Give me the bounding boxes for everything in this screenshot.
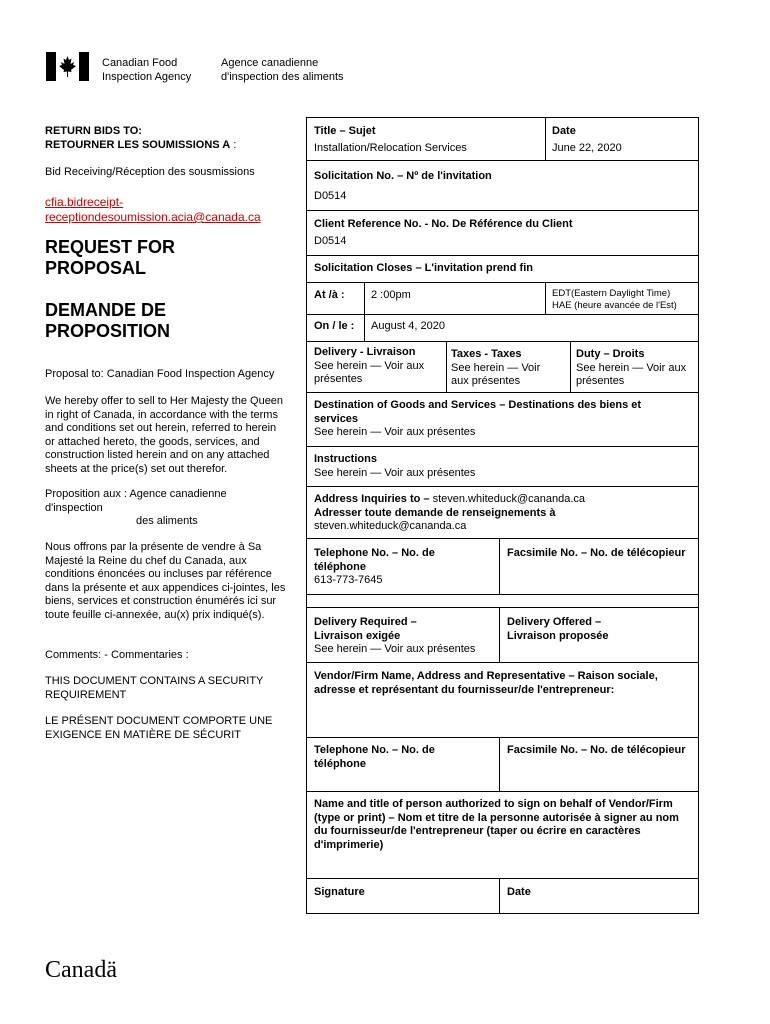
destination-label: Destination of Goods and Services – Destinations des biens et bbox=[314, 399, 642, 411]
telephone2-label-2: téléphone bbox=[314, 757, 366, 770]
timezone-en: EDT(Eastern Daylight Time) bbox=[552, 288, 671, 299]
title-label: Title – Sujet bbox=[314, 125, 376, 137]
offer-fr bbox=[45, 541, 300, 622]
rfp-title-2: PROPOSAL bbox=[45, 258, 147, 278]
offer-fr-line: toute feuille ci-annexée, au(x) prix indiqué(s). bbox=[45, 608, 265, 621]
offer-en-line: sheets at the price(s) set out therefor. bbox=[45, 462, 228, 475]
return-bids-heading: RETURN BIDS TO: bbox=[45, 125, 142, 137]
offer-en-line: We hereby offer to sell to Her Majesty the Queen bbox=[45, 395, 284, 407]
offer-fr-line: conditions énoncées ou incluses par référence bbox=[45, 568, 272, 580]
agency-name-en: Canadian Food bbox=[102, 57, 178, 69]
ddp-title: DEMANDE DE bbox=[45, 300, 167, 320]
telephone-label-2: téléphone bbox=[314, 560, 366, 573]
authorized-label-4: d'imprimerie) bbox=[314, 838, 384, 851]
authorized-label-3: du fournisseur/de l'entrepreneur (taper ou écrire en caractères bbox=[314, 825, 641, 837]
security-en: THIS DOCUMENT CONTAINS A SECURITY bbox=[45, 675, 264, 687]
security-fr: LE PRÉSENT DOCUMENT COMPORTE UNE bbox=[45, 715, 273, 727]
inquiries-email-2: steven.whiteduck@cananda.ca bbox=[314, 520, 467, 532]
timezone-fr: HAE (heure avancée de l'Est) bbox=[552, 300, 677, 311]
agency-name-fr: Agence canadienne bbox=[221, 57, 319, 69]
vendor-label-2: adresse et représentant du fournisseur/de l'entrepreneur: bbox=[314, 683, 615, 696]
inquiries-fr: Adresser toute demande de renseignements à bbox=[314, 506, 556, 519]
telephone-value: 613-773-7645 bbox=[314, 574, 383, 586]
delivery-offered-label-2: Livraison proposée bbox=[507, 629, 609, 642]
inquiries-label: Address Inquiries to – bbox=[314, 493, 430, 505]
colon: : bbox=[233, 138, 237, 151]
telephone2-label: Telephone No. – No. de bbox=[314, 744, 435, 756]
bid-email-link[interactable]: cfia.bidreceipt- bbox=[45, 195, 124, 209]
delivery-required-label: Delivery Required – bbox=[314, 616, 417, 628]
authorized-label-2: (type or print) – Nom et titre de la personne autorisée à signer au nom bbox=[314, 811, 679, 824]
canada-wordmark: Canadä bbox=[45, 957, 117, 983]
offer-fr-line: Nous offrons par la présente de vendre à Sa bbox=[45, 541, 262, 553]
offer-fr-line: biens, services et construction énumérés ici sur bbox=[45, 595, 277, 607]
proposal-to: Proposal to: Canadian Food Inspection Agency bbox=[45, 368, 275, 380]
fax2-label: Facsimile No. – No. de télécopieur bbox=[507, 744, 686, 756]
proposition-aux-3: des aliments bbox=[136, 515, 198, 527]
agency-name-fr-2: d'inspection des aliments bbox=[221, 71, 344, 83]
title-value: Installation/Relocation Services bbox=[314, 142, 467, 154]
bid-receiving: Bid Receiving/Réception des sousmissions bbox=[45, 166, 255, 178]
client-ref-label: Client Reference No. - No. De Référence du Client bbox=[314, 218, 573, 230]
delivery-label: Delivery - Livraison bbox=[314, 346, 416, 358]
offer-en-line: construction listed herein and on any attached bbox=[45, 449, 270, 461]
vendor-label: Vendor/Firm Name, Address and Representative – Raison sociale, bbox=[314, 670, 658, 682]
agency-name-en-2: Inspection Agency bbox=[102, 71, 192, 83]
rfp-title: REQUEST FOR bbox=[45, 237, 176, 257]
offer-en bbox=[45, 395, 300, 476]
solicitation-value: D0514 bbox=[314, 190, 347, 202]
return-bids-fr: RETOURNER LES SOUMISSIONS A bbox=[45, 138, 231, 151]
client-ref-value: D0514 bbox=[314, 235, 347, 247]
delivery-value: See herein — Voir aux bbox=[314, 359, 425, 372]
offer-en-line: or attached hereto, the goods, services, and bbox=[45, 435, 260, 448]
closes-label: Solicitation Closes – L'invitation prend fin bbox=[314, 262, 533, 274]
proposition-aux: Proposition aux : Agence canadienne bbox=[45, 488, 227, 500]
proposition-aux-2: d'inspection bbox=[45, 501, 103, 514]
fax-label: Facsimile No. – No. de télécopieur bbox=[507, 547, 686, 559]
instructions-value: See herein — Voir aux présentes bbox=[314, 466, 476, 479]
taxes-value: See herein — Voir bbox=[451, 361, 541, 374]
security-fr-2: EXIGENCE EN MATIÈRE DE SÉCURIT bbox=[45, 728, 241, 741]
delivery-required-value: See herein — Voir aux présentes bbox=[314, 643, 476, 655]
inquiries-email: steven.whiteduck@cananda.ca bbox=[432, 493, 586, 505]
signature-date-label: Date bbox=[507, 886, 531, 898]
security-en-2: REQUIREMENT bbox=[45, 688, 127, 701]
canada-flag-icon bbox=[46, 52, 89, 81]
at-label: At /à : bbox=[314, 289, 345, 301]
date-label: Date bbox=[552, 125, 576, 137]
offer-fr-line: dans la présente et aux appendices ci-jointes, les bbox=[45, 581, 286, 594]
on-label: On / le : bbox=[314, 320, 355, 332]
authorized-label: Name and title of person authorized to sign on behalf of Vendor/Firm bbox=[314, 798, 673, 810]
duty-value: See herein — Voir aux bbox=[576, 361, 687, 374]
telephone-label: Telephone No. – No. de bbox=[314, 547, 435, 559]
on-value: August 4, 2020 bbox=[371, 320, 446, 332]
signature-label: Signature bbox=[314, 886, 365, 898]
duty-label: Duty – Droits bbox=[576, 348, 645, 360]
at-value: 2 :00pm bbox=[371, 289, 411, 301]
date-value: June 22, 2020 bbox=[552, 142, 622, 154]
bid-email-link-2[interactable]: receptiondesoumission.acia@canada.ca bbox=[45, 210, 261, 224]
comments-label: Comments: - Commentaries : bbox=[45, 649, 189, 661]
instructions-label: Instructions bbox=[314, 453, 377, 465]
delivery-offered-label: Delivery Offered – bbox=[507, 616, 602, 628]
offer-fr-line: Majesté la Reine du chef du Canada, aux bbox=[45, 554, 247, 567]
destination-label-2: services bbox=[314, 412, 359, 425]
offer-en-line: in right of Canada, in accordance with the terms bbox=[45, 408, 278, 421]
delivery-value-2: présentes bbox=[314, 373, 363, 385]
ddp-title-2: PROPOSITION bbox=[45, 321, 171, 341]
taxes-value-2: aux présentes bbox=[451, 375, 521, 387]
taxes-label: Taxes - Taxes bbox=[451, 348, 522, 360]
solicitation-label: Solicitation No. – Nº de l'invitation bbox=[314, 170, 492, 182]
offer-en-line: and conditions set out herein, referred to herein bbox=[45, 422, 277, 434]
delivery-required-label-2: Livraison exigée bbox=[314, 629, 401, 642]
destination-value: See herein — Voir aux présentes bbox=[314, 426, 476, 438]
duty-value-2: présentes bbox=[576, 375, 625, 387]
